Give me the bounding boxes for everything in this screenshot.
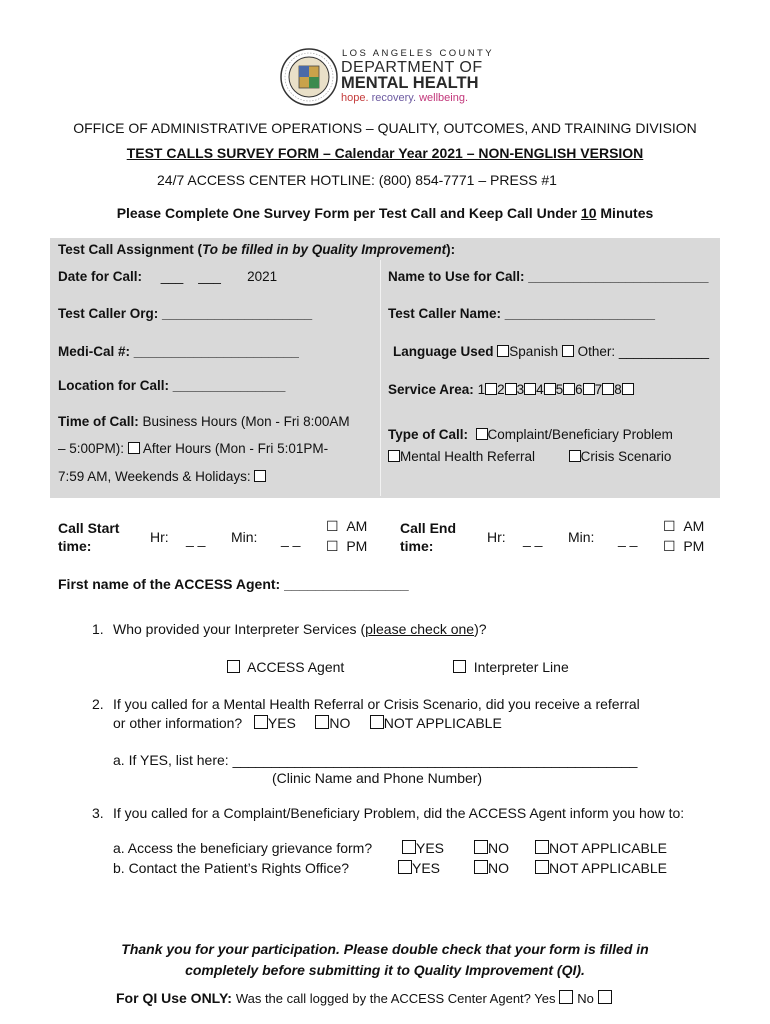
q3b-na-label: NOT APPLICABLE <box>549 860 668 876</box>
time-of-call-line2 <box>58 441 328 456</box>
test-caller-org[interactable]: Test Caller Org: ____________________ <box>58 306 313 321</box>
after-hours-checkbox[interactable] <box>254 470 266 482</box>
name-to-use[interactable]: Name to Use for Call: ________________________ <box>388 269 709 284</box>
q3b-no-label: NO <box>488 860 509 876</box>
start-am-label: AM <box>346 518 368 534</box>
call-start-label <box>58 519 119 555</box>
date-label: Date for Call: <box>58 269 143 284</box>
start-min-label: Min: <box>231 529 258 545</box>
q3b-no-option <box>474 860 509 876</box>
interpreter-line-label: Interpreter Line <box>473 659 569 675</box>
end-am-checkbox[interactable]: ☐ <box>663 518 676 534</box>
q2-na-label: NOT APPLICABLE <box>383 715 502 731</box>
start-pm-label: PM <box>346 538 368 554</box>
service-area-1-label: 1 <box>477 382 486 397</box>
end-pm-checkbox[interactable]: ☐ <box>663 538 676 554</box>
q2-no-checkbox[interactable] <box>315 715 329 729</box>
service-area-2-checkbox[interactable] <box>505 383 517 395</box>
q3a-na-option <box>535 840 667 856</box>
call-start-label-2: time: <box>58 538 92 554</box>
call-end-label-1: Call End <box>400 520 457 536</box>
q3a-na-checkbox[interactable] <box>535 840 549 854</box>
q1-text-emph: please check one <box>365 621 475 637</box>
q1-text-pre: Who provided your Interpreter Services ( <box>113 621 366 637</box>
start-am-checkbox[interactable]: ☐ <box>326 518 339 534</box>
qi-yes-checkbox[interactable] <box>559 990 573 1004</box>
qi-use-row <box>116 990 612 1006</box>
service-area-7-label: 7 <box>594 382 603 397</box>
referral-label: Mental Health Referral <box>400 449 536 464</box>
service-area-7-checkbox[interactable] <box>602 383 614 395</box>
logo-line-mental-health: MENTAL HEALTH <box>341 74 479 92</box>
location-for-call[interactable]: Location for Call: _______________ <box>58 378 286 393</box>
service-area-4-checkbox[interactable] <box>544 383 556 395</box>
service-area-8-label: 8 <box>614 382 622 397</box>
q3-text: If you called for a Complaint/Beneficiary Problem, did the ACCESS Agent inform you how to: <box>113 805 685 821</box>
q2-question-label: or other information? <box>113 715 243 731</box>
q3a-text: a. Access the beneficiary grievance form? <box>113 840 373 856</box>
assignment-title <box>58 242 455 257</box>
instruction-text: Please Complete One Survey Form per Test Call and Keep Call Under <box>116 205 581 221</box>
instruction-minutes: 10 <box>580 205 597 221</box>
start-pm-checkbox[interactable]: ☐ <box>326 538 339 554</box>
assignment-title-post: ): <box>446 242 456 257</box>
start-ampm <box>326 516 367 556</box>
end-hr-blank[interactable]: _ _ <box>523 531 543 547</box>
q2-no-label: NO <box>329 715 351 731</box>
business-hours-label-2: – 5:00PM): <box>58 441 125 456</box>
instruction-text-end: Minutes <box>596 205 654 221</box>
q2-na-checkbox[interactable] <box>370 715 384 729</box>
after-hours-label: After Hours (Mon - Fri 5:01PM- <box>142 441 329 456</box>
qi-question: Was the call logged by the ACCESS Center Agent? Yes <box>235 991 556 1006</box>
type-of-call-line2 <box>388 449 671 464</box>
q1-number: 1. <box>92 621 104 637</box>
time-of-call-line1 <box>58 414 350 429</box>
logo-line-county: LOS ANGELES COUNTY <box>342 48 494 59</box>
qi-use-label: For QI Use ONLY: <box>116 990 232 1006</box>
thank-you-line2: completely before submitting it to Quality Improvement (QI). <box>185 962 585 978</box>
end-ampm <box>663 516 704 556</box>
service-area-6-label: 6 <box>575 382 583 397</box>
service-area-3-checkbox[interactable] <box>524 383 536 395</box>
spanish-label: Spanish <box>509 344 559 359</box>
q3b-options <box>398 860 440 876</box>
q2-yes-label: YES <box>267 715 296 731</box>
q3a-na-label: NOT APPLICABLE <box>549 840 668 856</box>
service-area-8-checkbox[interactable] <box>622 383 634 395</box>
q2a-hint: (Clinic Name and Phone Number) <box>272 770 483 786</box>
spanish-checkbox[interactable] <box>497 345 509 357</box>
q3b-text: b. Contact the Patient’s Rights Office? <box>113 860 350 876</box>
end-pm-label: PM <box>683 538 705 554</box>
service-area-6-checkbox[interactable] <box>583 383 595 395</box>
service-area-row <box>388 382 634 397</box>
crisis-label: Crisis Scenario <box>580 449 672 464</box>
call-end-label <box>400 519 456 555</box>
call-end-label-2: time: <box>400 538 434 554</box>
end-min-blank[interactable]: _ _ <box>618 531 638 547</box>
q1-text-post: )? <box>474 621 487 637</box>
q2a-input[interactable]: a. If YES, list here: ____________________________________________________ <box>113 752 638 768</box>
qi-no-checkbox[interactable] <box>598 990 612 1004</box>
other-language-label[interactable]: Other: ____________ <box>577 344 709 359</box>
service-area-1-checkbox[interactable] <box>485 383 497 395</box>
complaint-label: Complaint/Beneficiary Problem <box>487 427 673 442</box>
q3-number: 3. <box>92 805 104 821</box>
service-area-5-label: 5 <box>555 382 564 397</box>
medical-number[interactable]: Medi-Cal #: ______________________ <box>58 344 299 359</box>
language-row <box>393 344 709 359</box>
qi-no-label: No <box>577 991 594 1006</box>
q2-text-line2 <box>113 715 502 731</box>
date-blanks[interactable]: ___ ___ <box>160 269 221 284</box>
logo-line-department: DEPARTMENT OF <box>341 59 483 76</box>
q2-text-line1: If you called for a Mental Health Referral or Crisis Scenario, did you receive a referral <box>113 696 640 712</box>
logo-tagline <box>341 92 468 104</box>
type-of-call-label: Type of Call: <box>388 427 469 442</box>
service-area-label: Service Area: <box>388 382 474 397</box>
time-of-call-line3 <box>58 469 266 484</box>
referral-checkbox[interactable] <box>388 450 400 462</box>
q2-yes-checkbox[interactable] <box>254 715 268 729</box>
q1-text <box>113 621 487 637</box>
instruction <box>0 205 770 221</box>
q3a-no-option <box>474 840 509 856</box>
end-am-label: AM <box>683 518 705 534</box>
q3a-no-checkbox[interactable] <box>474 840 488 854</box>
business-hours-label: Business Hours (Mon - Fri 8:00AM <box>142 414 350 429</box>
thank-you-line1: Thank you for your participation. Please double check that your form is filled in <box>121 941 649 957</box>
assignment-divider <box>380 260 381 496</box>
other-language-checkbox[interactable] <box>562 345 574 357</box>
end-hr-label: Hr: <box>487 529 506 545</box>
hotline: 24/7 ACCESS CENTER HOTLINE: (800) 854-7771 – PRESS #1 <box>157 172 557 188</box>
q3a-yes-checkbox[interactable] <box>402 840 416 854</box>
county-seal-icon <box>280 48 338 106</box>
q1-option-interpreter <box>453 659 569 675</box>
service-area-5-checkbox[interactable] <box>563 383 575 395</box>
date-row <box>58 269 277 284</box>
assignment-title-pre: Test Call Assignment ( <box>58 242 203 257</box>
q3a-no-label: NO <box>488 840 509 856</box>
language-label: Language Used <box>393 344 494 359</box>
q3b-yes-checkbox[interactable] <box>398 860 412 874</box>
interpreter-line-checkbox[interactable] <box>453 660 466 673</box>
q3b-yes-label: YES <box>412 860 441 876</box>
tagline-hope: hope. <box>341 92 369 104</box>
service-area-2-label: 2 <box>497 382 505 397</box>
assignment-title-italic: To be filled in by Quality Improvement <box>202 242 447 257</box>
q3b-no-checkbox[interactable] <box>474 860 488 874</box>
access-agent-checkbox[interactable] <box>227 660 240 673</box>
access-agent-label: ACCESS Agent <box>247 659 345 675</box>
complaint-checkbox[interactable] <box>476 428 488 440</box>
date-year: 2021 <box>247 269 278 284</box>
after-hours-label-2: 7:59 AM, Weekends & Holidays: <box>58 469 251 484</box>
start-min-blank[interactable]: _ _ <box>281 531 301 547</box>
service-area-4-label: 4 <box>536 382 544 397</box>
q3b-na-option <box>535 860 667 876</box>
q3a-yes-label: YES <box>416 840 445 856</box>
office-title: OFFICE OF ADMINISTRATIVE OPERATIONS – QUALITY, OUTCOMES, AND TRAINING DIVISION <box>73 120 697 136</box>
q3b-na-checkbox[interactable] <box>535 860 549 874</box>
test-caller-name[interactable]: Test Caller Name: ____________________ <box>388 306 655 321</box>
access-agent-name[interactable]: First name of the ACCESS Agent: ________________ <box>58 576 409 592</box>
q2-number: 2. <box>92 696 104 712</box>
start-hr-blank[interactable]: _ _ <box>186 531 206 547</box>
tagline-recovery: recovery. <box>371 92 417 104</box>
type-of-call-line1 <box>388 427 673 442</box>
dmh-logo <box>280 46 495 108</box>
end-min-label: Min: <box>568 529 595 545</box>
time-of-call-label: Time of Call: <box>58 414 139 429</box>
start-hr-label: Hr: <box>150 529 169 545</box>
business-hours-checkbox[interactable] <box>128 442 140 454</box>
tagline-wellbeing: wellbeing. <box>419 92 468 104</box>
q3a-options <box>402 840 444 856</box>
q1-option-access <box>227 659 344 675</box>
crisis-checkbox[interactable] <box>569 450 581 462</box>
service-area-3-label: 3 <box>516 382 525 397</box>
call-start-label-1: Call Start <box>58 520 120 536</box>
form-title: TEST CALLS SURVEY FORM – Calendar Year 2021 – NON-ENGLISH VERSION <box>126 145 644 161</box>
